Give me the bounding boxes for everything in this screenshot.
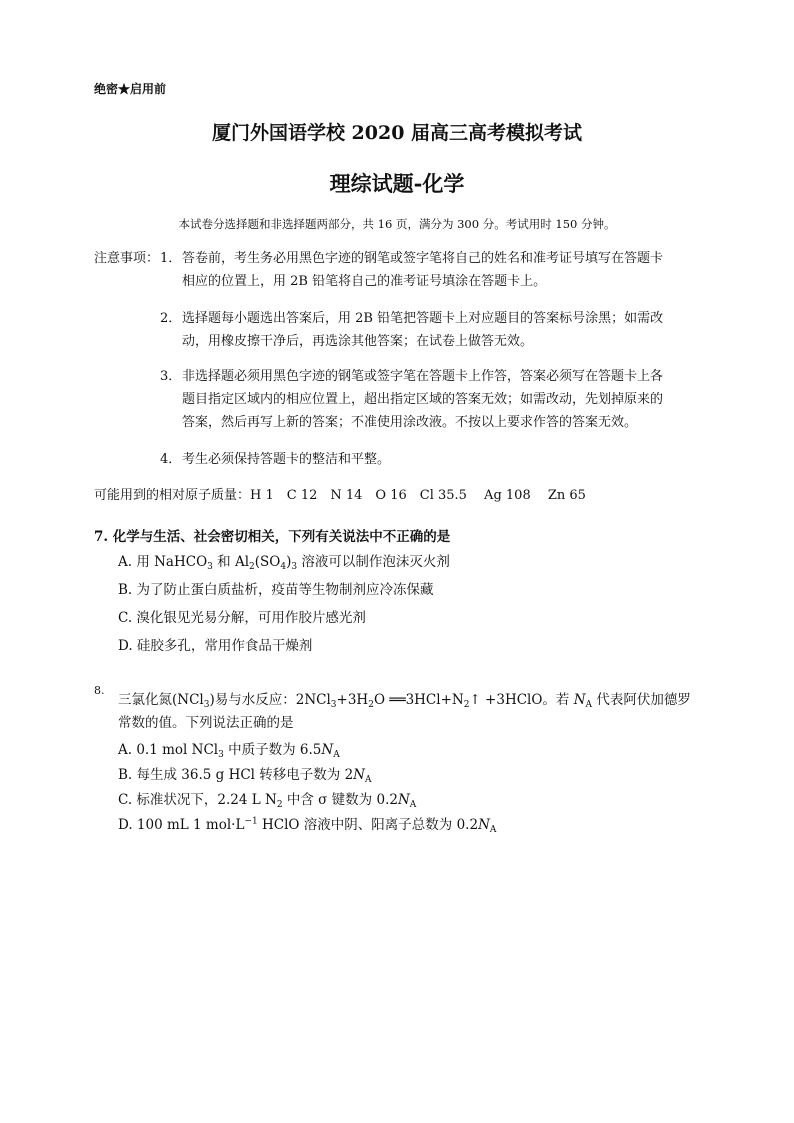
- question-8-option-a: A. 0.1 mol NCl$_3$ 中质子数为 $6.5N_A$: [118, 742, 340, 760]
- question-7-stem: 7. 化学与生活、社会密切相关，下列有关说法中不正确的是: [94, 529, 451, 545]
- subject-title: 理综试题-化学: [329, 171, 465, 196]
- question-8-stem-line-1: 三氯化氮(NCl$_3$)易与水反应：$2NCl_3+3H_2O$ $══3HCl+N_2↑$ +3HClO。若 $N_A$ 代表阿伏加德罗: [118, 692, 691, 710]
- note-1-line-1: 答卷前，考生务必用黑色字迹的钢笔或签字笔将自己的姓名和准考证号填写在答题卡: [182, 251, 664, 266]
- note-2-num: 2．: [160, 311, 182, 326]
- note-3-num: 3．: [160, 369, 182, 384]
- note-2-line-2: 动，用橡皮擦干净后，再选涂其他答案；在试卷上做答无效。: [182, 334, 534, 349]
- note-2-line-1: 选择题每小题选出答案后，用 2B 铅笔把答题卡上对应题目的答案标号涂黑；如需改: [182, 311, 664, 326]
- exam-intro: 本试卷分选择题和非选择题两部分，共 16 页，满分为 300 分。考试用时 150 分钟。: [178, 217, 616, 231]
- question-8-option-b: B. 每生成 36.5 g HCl 转移电子数为 $2N_A$: [118, 767, 372, 785]
- question-8-stem-line-2: 常数的值。下列说法正确的是: [118, 715, 294, 731]
- question-8-option-d: D. 100 mL 1 $mol\cdot L^{-1}$ HClO 溶液中阴、阳离子总数为 $0.2N_A$: [118, 816, 497, 835]
- confidential-mark: 绝密★启用前: [94, 82, 167, 96]
- question-7-option-c: C. 溴化银见光易分解，可用作胶片感光剂: [118, 610, 366, 626]
- question-7-option-a: A. 用 NaHCO$_3$ 和 $Al_2(SO_4)_3$ 溶液可以制作泡沫灭火剂: [118, 554, 450, 572]
- question-7-option-d: D. 硅胶多孔，常用作食品干燥剂: [118, 638, 313, 654]
- school-title: 厦门外国语学校 2020 届高三高考模拟考试: [211, 122, 583, 144]
- question-8-number: 8.: [94, 684, 105, 697]
- notes-label: 注意事项：: [94, 251, 160, 266]
- note-4-num: 4．: [160, 452, 182, 467]
- note-3-line-2: 题目指定区域内的相应位置上，超出指定区域的答案无效；如需改动，先划掉原来的: [182, 392, 664, 407]
- note-3-line-1: 非选择题必须用黑色字迹的钢笔或签字笔在答题卡上作答，答案必须写在答题卡上各: [182, 369, 664, 384]
- atomic-masses: 可能用到的相对原子质量：H 1 C 12 N 14 O 16 Cl 35.5 Ag 108 Zn 65: [94, 488, 586, 503]
- note-1-num: 1．: [160, 251, 182, 266]
- note-1-line-2: 相应的位置上，用 2B 铅笔将自己的准考证号填涂在答题卡上。: [182, 274, 547, 289]
- question-8-option-c: C. 标准状况下，2.24 L $N_2$ 中含 σ 键数为 $0.2N_A$: [118, 792, 417, 810]
- note-4-line-1: 考生必须保持答题卡的整洁和平整。: [182, 452, 391, 467]
- question-7-option-b: B. 为了防止蛋白质盐析，疫苗等生物制剂应冷冻保藏: [118, 582, 434, 598]
- note-3-line-3: 答案，然后再写上新的答案；不准使用涂改液。不按以上要求作答的答案无效。: [182, 415, 638, 430]
